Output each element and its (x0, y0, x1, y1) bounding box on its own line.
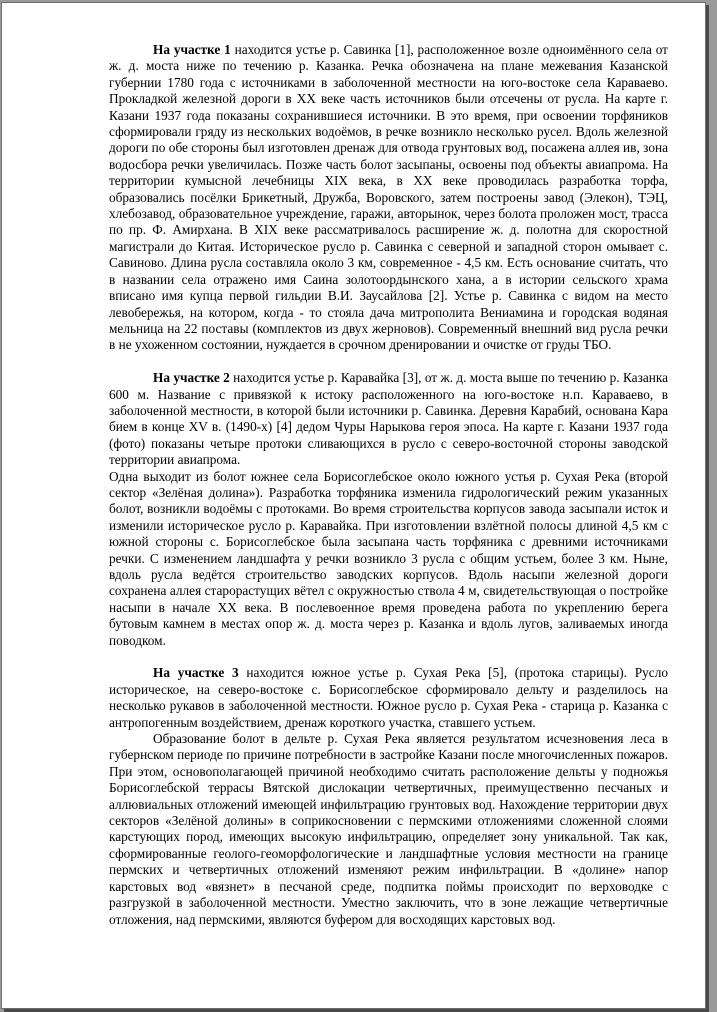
paragraph-section-1 (109, 42, 668, 354)
document-body (109, 42, 668, 928)
paragraph-section-2 (109, 370, 668, 468)
paragraph-section-2-continued: Одна выходит из болот южнее села Борисоглебское около южного устья р. Сухая Река (второй сектор «Зелёная долина»). Разработка торфяника изменила гидрологический режим указанных болот, возникли водоёмы с протоками. Во время строительства корпусов завода засыпали исток и изменили историческое русло р. Каравайка. При изготовлении взлётной полосы длиной 4,5 км с южной стороны с. Борисоглебское была засыпана часть торфяника с древними источниками речки. С изменением ландшафта у речки возникло 3 русла с общим устьем, более 3 км. Ныне, вдоль русла ведётся строительство заводских корпусов. Вдоль насыпи железной дороги сохранена аллея старорастущих вётел с окружностью ствола 4 м, свидетельствующая о постройке насыпи в начале XX века. В послевоенное время проведена работа по укреплению берега бутовым камнем в местах опор ж. д. моста через р. Казанка и вдоль лугов, заливаемых иногда поводком. (109, 468, 668, 648)
section-3-heading: На участке 3 (153, 665, 239, 681)
paragraph-section-3 (109, 665, 668, 731)
document-page (1, 2, 706, 1009)
section-1-text: находится устье р. Савинка [1], расположенное возле одноимённого села от ж. д. моста ниже по течению р. Казанка. Речка обозначена на плане межевания Казанской губернии 1780 года с источниками в заболоченной местности на юго-востоке села Караваево. Прокладкой железной дороги в XX веке часть источников были отсечены от русла. На карте г. Казани 1937 года показаны сохранившиеся источники. В это время, при освоении торфяников сформировали гряду из нескольких водоёмов, в речке возникло несколько русел. Вдоль железной дороги по обе стороны был изготовлен дренаж для отвода грунтовых вод, посажена аллея ив, зона водосбора речки увеличилась. Позже часть болот засыпаны, освоены под объекты авиапрома. На территории кумысной лечебницы XIX века, в XX веке проводилась разработка торфа, образовались посёлки Брикетный, Дружба, Воровского, затем построены завод (Элекон), ТЭЦ, хлебозавод, образовательное учреждение, гаражи, авторынок, через болота проложен мост, трасса по пр. Ф. Амирхана. В XIX веке рассматривалось расширение ж. д. полотна для скоростной магистрали до Китая. Историческое русло р. Савинка с северной и западной сторон омывает с. Савиново. Длина русла составляла около 3 км, современное - 4,5 км. Есть основание считать, что в названии села отражено имя Саина золотоордынского хана, а в истории сельского храма вписано имя купца первой гильдии В.И. Заусайлова [2]. Устье р. Савинка с видом на место левобережья, на котором, когда - то стояла дача митрополита Вениамина и городская водяная мельница на 22 поставы (комплектов из двух жерновов). Современный внешний вид русла речки в не ухоженном состоянии, нуждается в срочном дренировании и очистке от груды ТБО. (109, 42, 668, 353)
paragraph-section-3-continued: Образование болот в дельте р. Сухая Река является результатом исчезновения леса в губернском периоде по причине потребности в застройке Казани после многочисленных пожаров. При этом, основополагающей причиной необходимо считать расположение дельты у подножья Борисоглебской террасы Вятской дислокации четвертичных, преимущественно песчаных и аллювиальных отложений имеющей инфильтрацию грунтовых вод. Нахождение территории двух секторов «Зелёной долины» в соприкосновении с пермскими отложениями сложенной слоями карстующих пород, имеющих высокую инфильтрацию, определяет зону уникальной. Так как, сформированные геолого-геоморфологические и ландшафтные условия местности на границе пермских и четвертичных отложений изменяют режим инфильтрации. В «долине» напор карстовых вод «вязнет» в песчаной среде, подпитка поймы происходит по верховодке с разгрузкой в заболоченной местности. Уместно заключить, что в зоне лежащие четвертичные отложения, над пермскими, являются буфером для восходящих карстовых вод. (109, 731, 668, 927)
paragraph-gap (109, 649, 668, 665)
section-2-heading: На участке 2 (153, 370, 230, 386)
section-2-text: находится устье р. Каравайка [3], от ж. д. моста выше по течению р. Казанка 600 м. Название с привязкой к истоку расположенного на юго-востоке н.п. Караваево, в заболоченной местности, в которой были источники р. Савинка. Деревня Карабий, основана Кара бием в конце XV в. (1490-х) [4] дедом Чуры Нарыкова героя эпоса. На карте г. Казани 1937 года (фото) показаны четыре протоки сливающихся в русло с северо-восточной стороны заводской территории авиапрома. (109, 370, 669, 468)
section-3-text: находится южное устье р. Сухая Река [5], (протока старицы). Русло историческое, на северо-востоке с. Борисоглебское сформировало дельту и разделилось на несколько рукавов в заболоченной местности. Южное русло р. Сухая Река - старица р. Казанка с антропогенным воздействием, дренаж короткого участка, ставшего устьем. (109, 665, 668, 730)
section-1-heading: На участке 1 (153, 42, 231, 57)
paragraph-gap (109, 354, 668, 370)
